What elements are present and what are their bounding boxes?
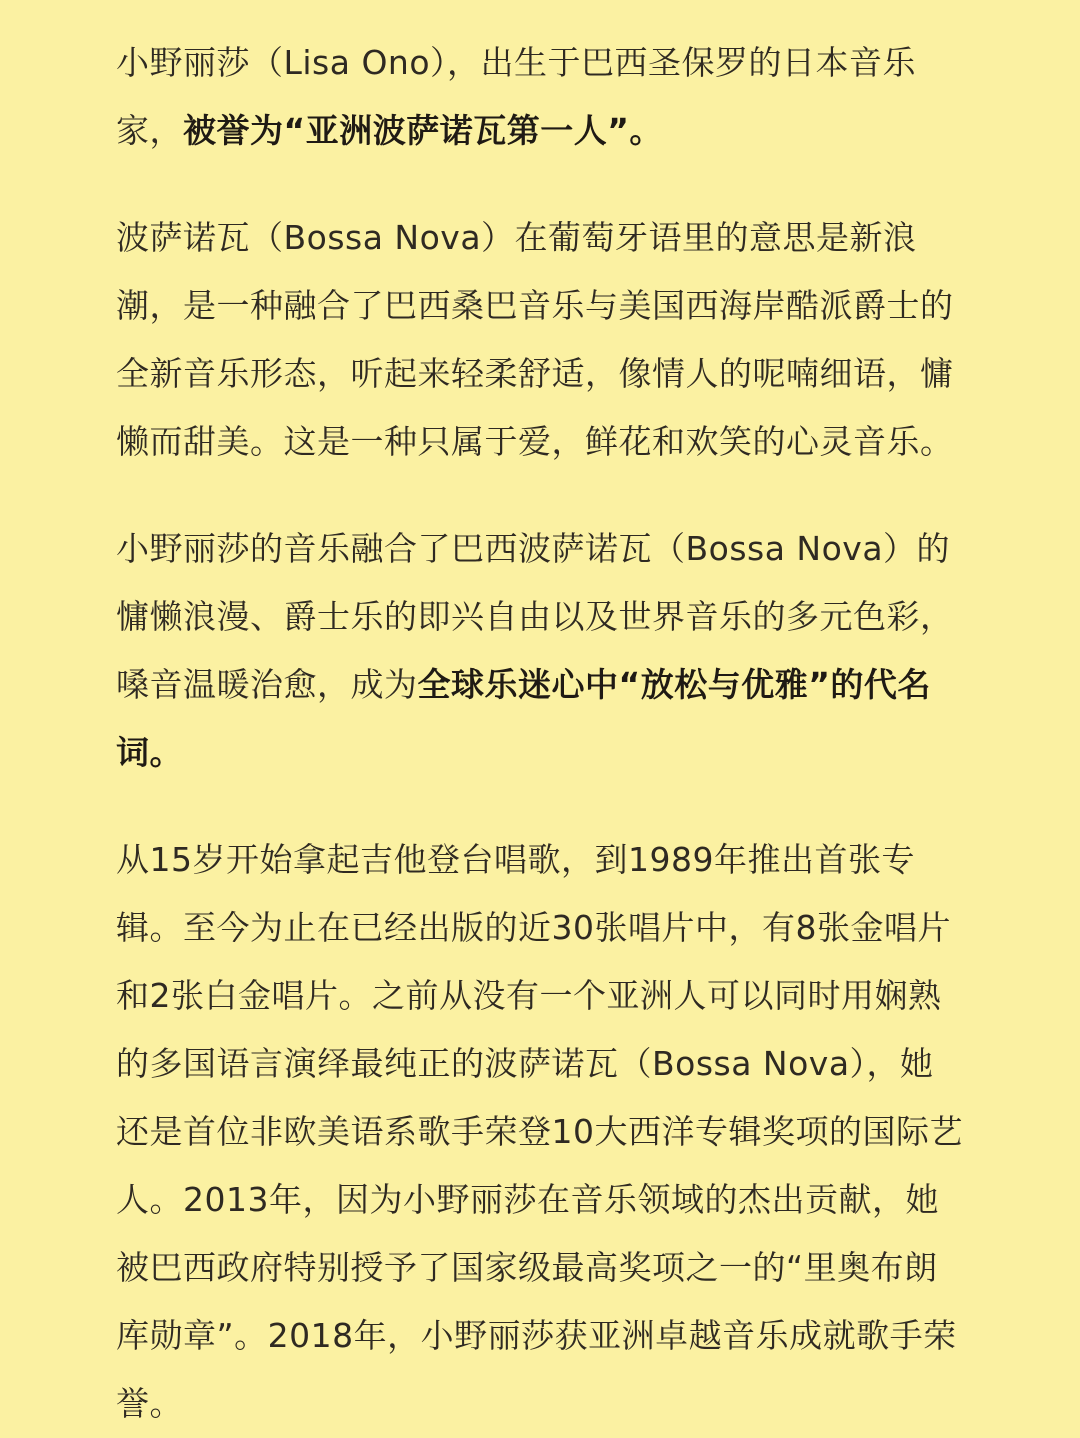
intro-highlight: 被誉为“亚洲波萨诺瓦第一人”。 [183, 111, 663, 150]
music-style-paragraph [116, 515, 964, 787]
music-style-text: 小野丽莎的音乐融合了巴西波萨诺瓦（Bossa Nova）的慵懒浪漫、爵士乐的即兴自由以及世界音乐的多元色彩，嗓音温暖治愈，成为 [116, 529, 954, 704]
bossa-nova-text: 波萨诺瓦（Bossa Nova）在葡萄牙语里的意思是新浪潮，是一种融合了巴西桑巴音乐与美国西海岸酷派爵士的全新音乐形态，听起来轻柔舒适，像情人的呢喃细语，慵懒而甜美。这是一种只属于爱，鲜花和欢笑的心灵音乐。 [116, 218, 954, 461]
career-text: 从15岁开始拿起吉他登台唱歌，到1989年推出首张专辑。至今为止在已经出版的近30张唱片中，有8张金唱片和2张白金唱片。之前从没有一个亚洲人可以同时用娴熟的多国语言演绎最纯正的波萨诺瓦（Bossa Nova），她还是首位非欧美语系歌手荣登10大西洋专辑奖项的国际艺人。2013年，因为小野丽莎在音乐领域的杰出贡献，她被巴西政府特别授予了国家级最高奖项之一的“里奥布朗库勋章”。2018年，小野丽莎获亚洲卓越音乐成就歌手荣誉。 [116, 840, 963, 1423]
intro-paragraph [116, 29, 964, 165]
bossa-nova-paragraph [116, 204, 964, 476]
career-paragraph [116, 826, 964, 1438]
music-style-highlight: 全球乐迷心中“放松与优雅”的代名词。 [116, 665, 931, 772]
intro-text: 小野丽莎（Lisa Ono），出生于巴西圣保罗的日本音乐家， [116, 43, 917, 150]
